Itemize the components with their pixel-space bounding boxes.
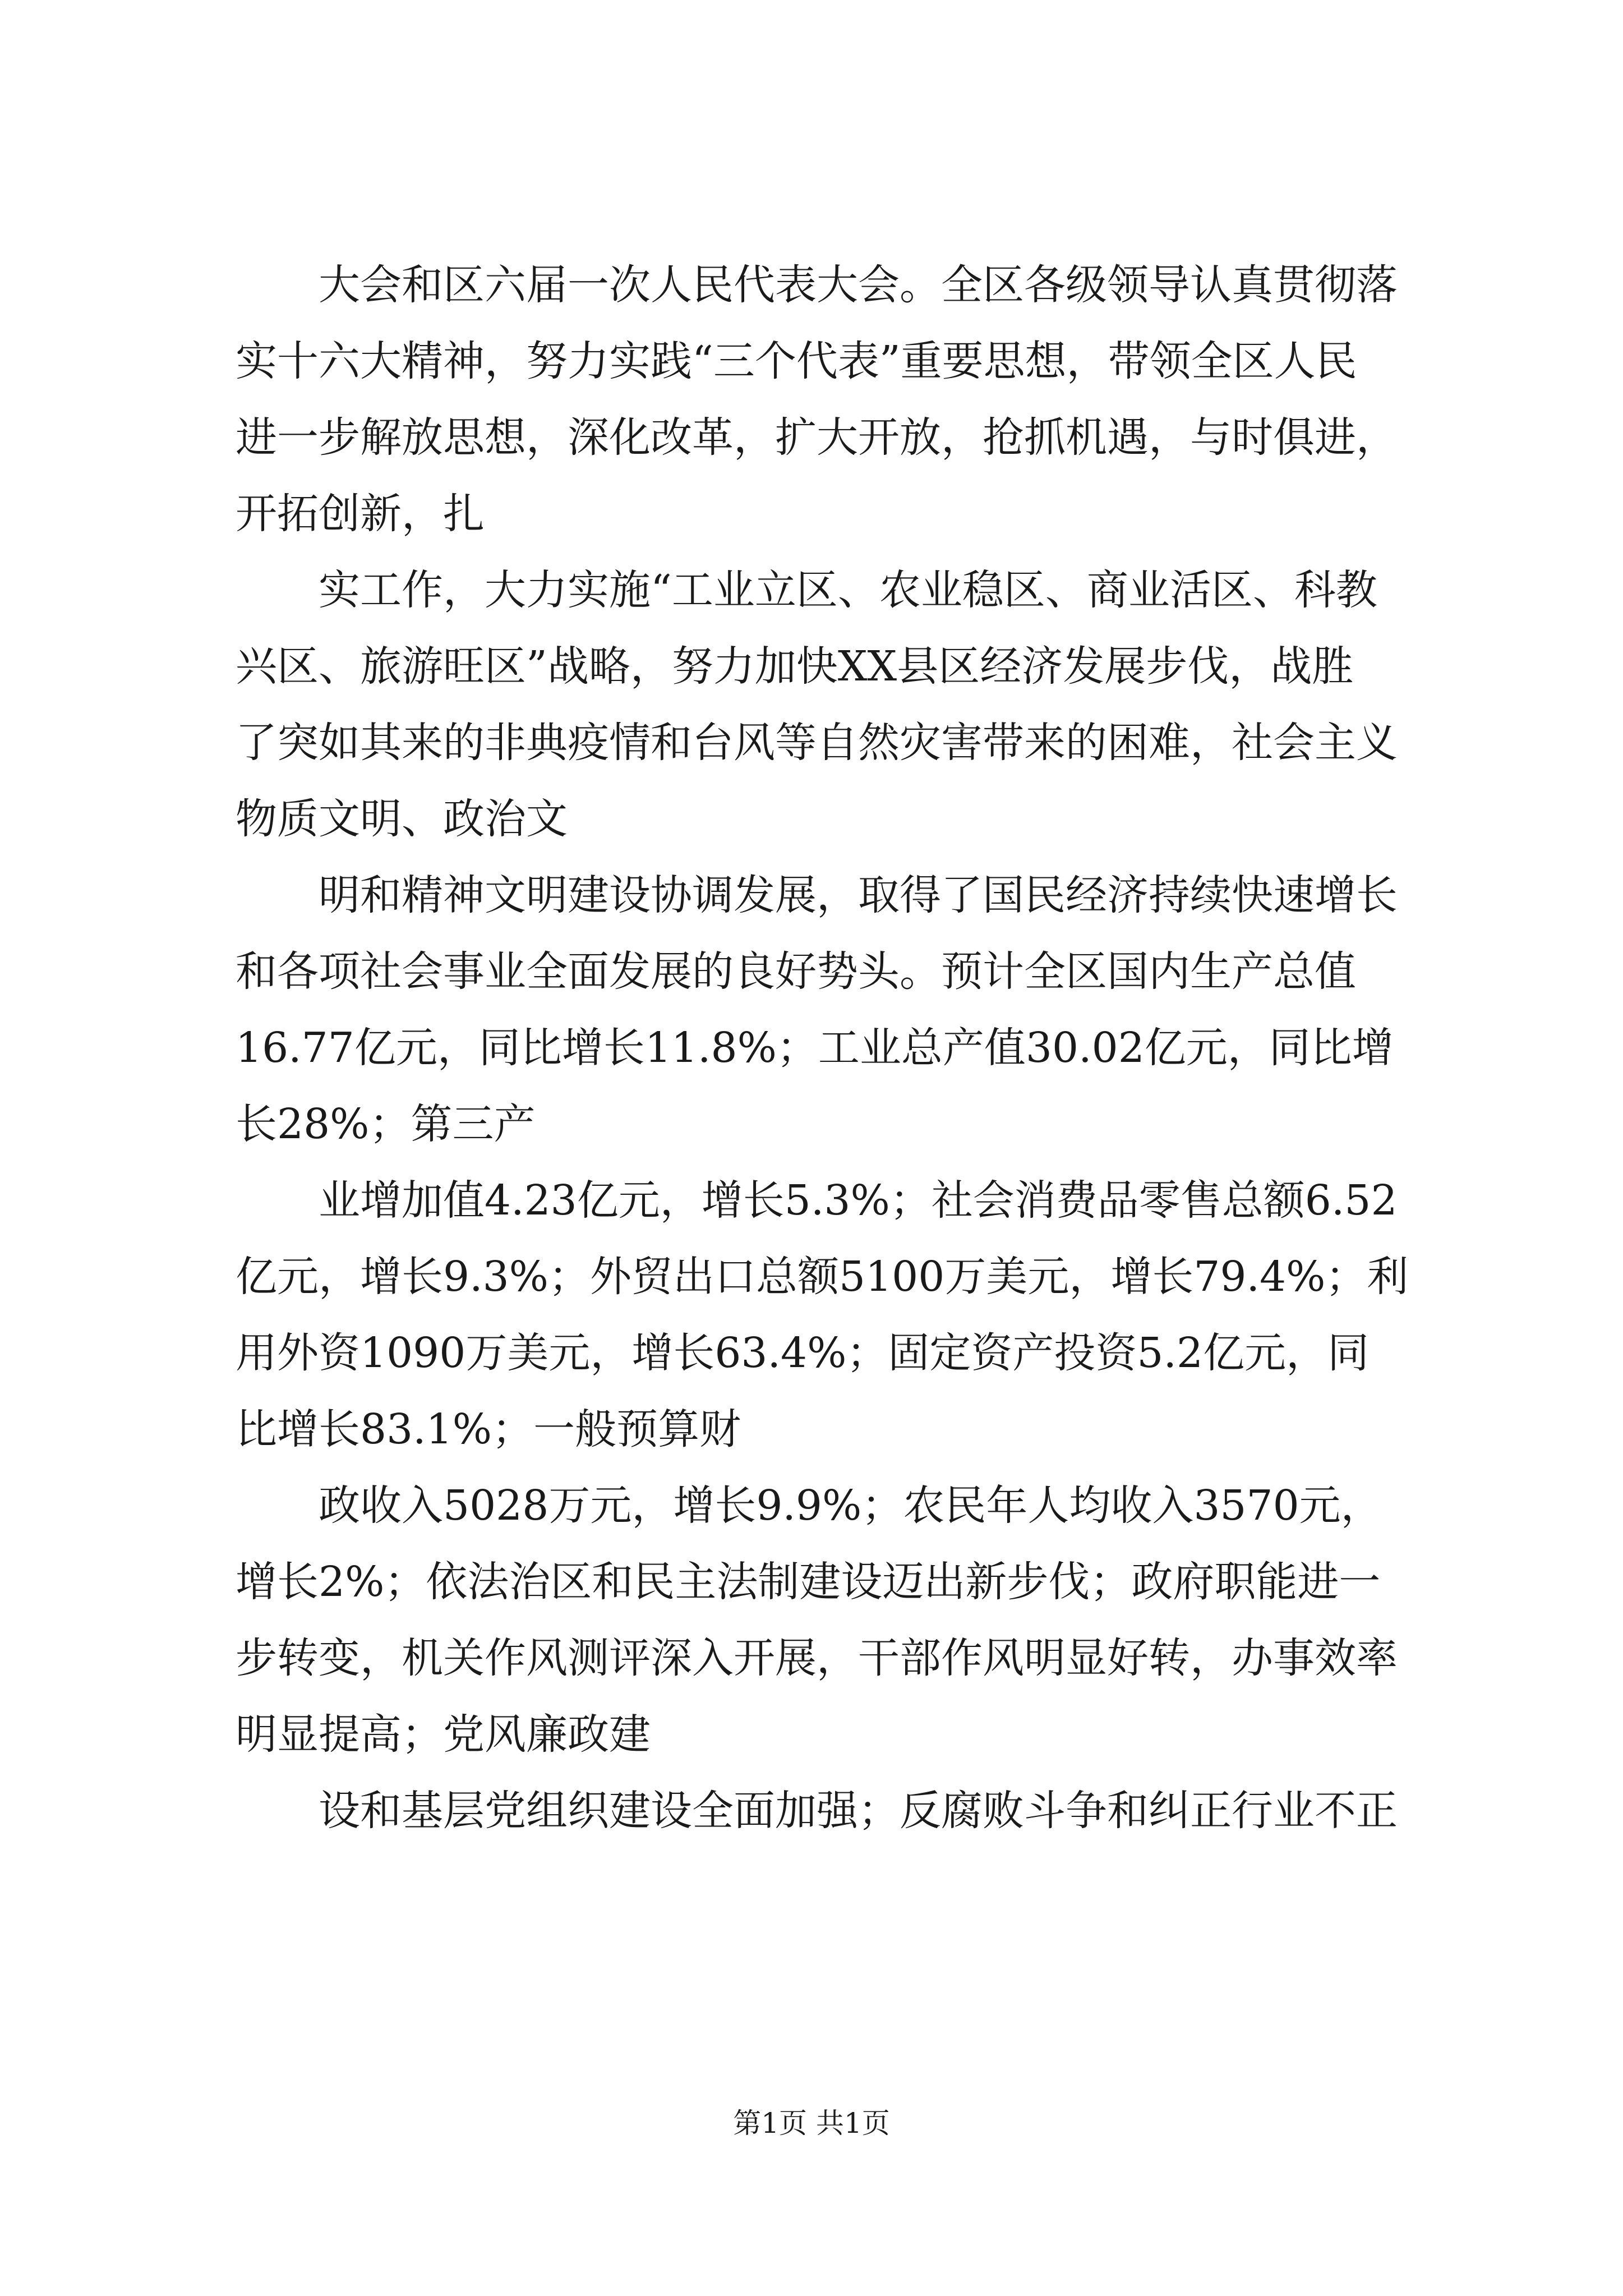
body-text bbox=[236, 247, 1424, 1849]
paragraph-1: 大会和区六届一次人民代表大会。全区各级领导认真贯彻落 实十六大精神，努力实践“三个代表”重要思想，带领全区人民 进一步解放思想，深化改革，扩大开放，抢抓机遇，与时俱进， 开拓创新，扎 bbox=[236, 261, 1398, 538]
paragraph-6: 设和基层党组织建设全面加强；反腐败斗争和纠正行业不正 bbox=[319, 1787, 1398, 1835]
paragraph-3: 明和精神文明建设协调发展，取得了国民经济持续快速增长 和各项社会事业全面发展的良好势头。预计全区国内生产总值 16.77亿元，同比增长11.8%；工业总产值30.02亿元，同比增 长28%；第三产 bbox=[236, 871, 1398, 1148]
paragraph-2: 实工作，大力实施“工业立区、农业稳区、商业活区、科教 兴区、旅游旺区”战略，努力加快XX县区经济发展步伐，战胜 了突如其来的非典疫情和台风等自然灾害带来的困难，社会主义 物质文明、政治文 bbox=[236, 566, 1398, 843]
paragraph-4: 业增加值4.23亿元，增长5.3%；社会消费品零售总额6.52 亿元，增长9.3%；外贸出口总额5100万美元，增长79.4%；利 用外资1090万美元，增长63.4%；固定资产投资5.2亿元，同 比增长83.1%；一般预算财 bbox=[236, 1176, 1409, 1453]
page-number-footer: 第1页 共1页 bbox=[733, 2107, 890, 2139]
paragraph-5: 政收入5028万元，增长9.9%；农民年人均收入3570元， 增长2%；依法治区和民主法制建设迈出新步伐；政府职能进一 步转变，机关作风测评深入开展，干部作风明显好转，办事效率 明显提高；党风廉政建 bbox=[236, 1481, 1398, 1759]
